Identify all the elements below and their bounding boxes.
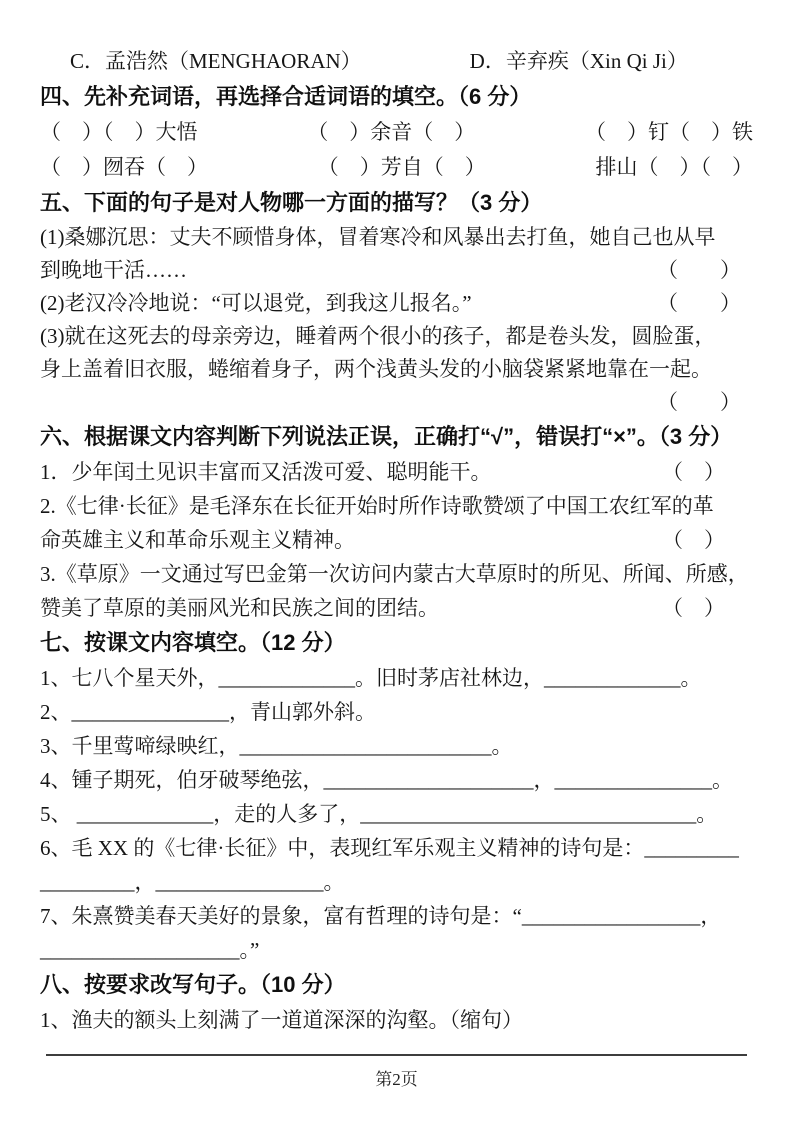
footer-divider	[46, 1054, 747, 1056]
section-6-heading: 六、根据课文内容判断下列说法正误，正确打“√”，错误打“×”。（3 分）	[40, 424, 733, 449]
answer-blank: （ ）	[657, 258, 741, 282]
section-5-heading: 五、下面的句子是对人物哪一方面的描写？（3 分）	[40, 190, 543, 215]
idiom-blank: （ ）囫吞（ ）	[40, 155, 208, 179]
question-5-2	[40, 287, 753, 320]
question-text: 赞美了草原的美丽风光和民族之间的团结。	[40, 596, 439, 620]
answer-blank: （ ）	[662, 528, 725, 552]
question-5-1-line-1: (1)桑娜沉思：丈夫不顾惜身体，冒着寒冷和风暴出去打鱼，她自己也从早	[40, 225, 716, 249]
question-7-6-line-1: 6、毛 XX 的《七律·长征》中，表现红军乐观主义精神的诗句是：_________	[40, 836, 739, 860]
question-7-1: 1、七八个星天外，_____________。旧时茅店社林边，_____________。	[40, 666, 702, 690]
question-7-6-line-2: _________，________________。	[40, 870, 345, 894]
question-6-2-line-2	[40, 523, 753, 557]
option-d: D．辛弃疾（Xin Qi Ji）	[469, 49, 688, 73]
question-5-1-line-2	[40, 254, 753, 287]
options-row	[40, 44, 753, 79]
section-4-heading: 四、先补充词语，再选择合适词语的填空。（6 分）	[40, 84, 532, 109]
section-7-heading: 七、按课文内容填空。（12 分）	[40, 630, 346, 655]
section-8-heading: 八、按要求改写句子。（10 分）	[40, 972, 346, 997]
idiom-blank: （ ）钉（ ）铁	[585, 120, 753, 144]
question-text: 到晚地干活……	[40, 258, 187, 282]
idiom-blank: （ ）（ ）大悟	[40, 120, 198, 144]
question-7-7-line-1: 7、朱熹赞美春天美好的景象，富有哲理的诗句是：“_________________，	[40, 904, 722, 928]
question-8-1: 1、渔夫的额头上刻满了一道道深深的沟壑。（缩句）	[40, 1008, 523, 1032]
question-7-5: 5、 _____________，走的人多了，________________________________。	[40, 802, 718, 826]
idiom-blank: （ ）芳自（ ）	[317, 155, 486, 179]
question-7-7-line-2: ___________________。”	[40, 938, 260, 962]
question-7-2: 2、_______________，青山郭外斜。	[40, 700, 376, 724]
question-5-3-line-2: 身上盖着旧衣服，蜷缩着身子，两个浅黄头发的小脑袋紧紧地靠在一起。	[40, 357, 712, 381]
question-7-4: 4、锺子期死，伯牙破琴绝弦，____________________，_______________。	[40, 768, 733, 792]
idiom-blank: 排山（ ）（ ）	[595, 155, 753, 179]
idiom-blank: （ ）余音（ ）	[307, 120, 476, 144]
question-7-3: 3、千里莺啼绿映红，________________________。	[40, 734, 513, 758]
question-6-3-line-1: 3.《草原》一文通过写巴金第一次访问内蒙古大草原时的所见、所闻、所感，	[40, 562, 749, 586]
page-number: 第2页	[375, 1070, 418, 1089]
answer-blank: （ ）	[662, 460, 725, 484]
question-text: (2)老汉冷冷地说：“可以退党，到我这儿报名。”	[40, 291, 472, 315]
question-text: 命英雄主义和革命乐观主义精神。	[40, 528, 355, 552]
question-6-3-line-2	[40, 591, 753, 625]
idiom-row-1	[40, 115, 753, 150]
idiom-row-2	[40, 150, 753, 185]
question-text: 1．少年闰土见识丰富而又活泼可爱、聪明能干。	[40, 460, 492, 484]
question-6-1	[40, 455, 753, 489]
question-6-2-line-1: 2.《七律·长征》是毛泽东在长征开始时所作诗歌赞颂了中国工农红军的革	[40, 494, 714, 518]
answer-blank: （ ）	[657, 291, 741, 315]
question-5-3-line-1: (3)就在这死去的母亲旁边，睡着两个很小的孩子，都是卷头发，圆脸蛋，	[40, 324, 716, 348]
answer-blank: （ ）	[657, 390, 741, 414]
option-c: C．孟浩然（MENGHAORAN）	[70, 49, 362, 73]
answer-blank: （ ）	[662, 596, 725, 620]
